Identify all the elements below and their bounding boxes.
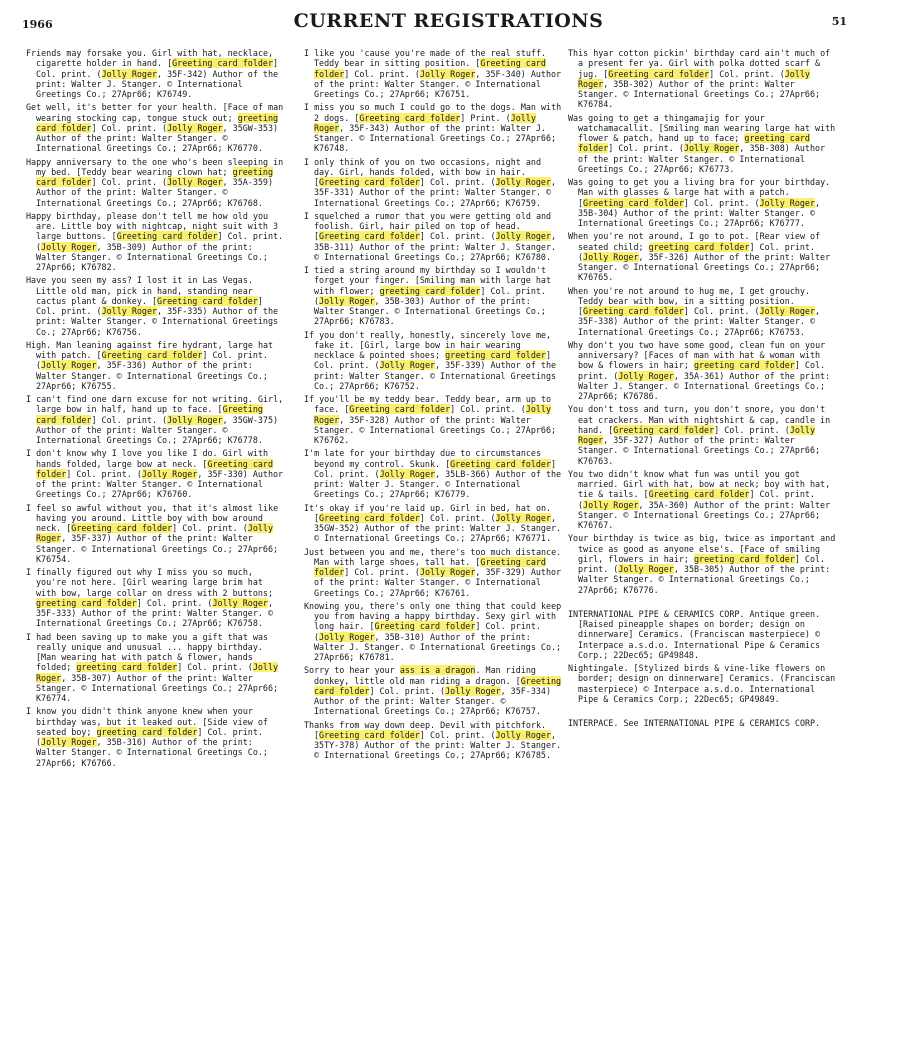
- highlight: greeting card folder: [76, 662, 178, 673]
- highlight: Jolly Roger: [36, 662, 279, 683]
- highlight: Jolly Roger: [578, 424, 815, 445]
- page-title: CURRENT REGISTRATIONS: [293, 10, 604, 32]
- page-number: 51: [831, 15, 847, 28]
- highlight: Jolly Roger: [419, 68, 476, 79]
- highlight: Jolly Roger: [419, 567, 476, 577]
- highlight: Jolly Roger: [141, 468, 198, 479]
- highlight: Jolly Roger: [578, 68, 810, 89]
- page-header: [0, 0, 897, 40]
- highlight: Jolly Roger: [36, 523, 273, 544]
- registration-entry: Happy anniversary to the one who's been sleeping in my bed. [Teddy bear wearing clown hat; greeting card folder] Col. print. (Jolly Roger, 35A-359) Author of the print: Walter Stanger. © International Greetings Co.; 27Apr66; K76768.: [26, 156, 284, 208]
- column-3: [568, 48, 836, 1048]
- highlight: Jolly Roger: [167, 414, 223, 425]
- registration-entry: I can't find one darn excuse for not writing. Girl, large bow in half, hand up to face. [Greeting card folder] Col. print. (Jolly Roger, 35GW-375) Author of the print: Walter Stanger. © International Greetings Co.; 27Apr66; K76778.: [26, 394, 284, 445]
- registration-entry: I only think of you on two occasions, night and day. Girl, hands folded, with bow in hair. [Greeting card folder] Col. print. (Jolly Roger, 35F-331) Author of the print: Walter Stanger. © International Greetings Co.; 27Apr66; K76759.: [304, 156, 557, 208]
- highlight: Jolly Roger: [167, 122, 223, 133]
- column-1: [26, 48, 288, 1048]
- highlight: Jolly Roger: [314, 404, 551, 425]
- highlight: Greeting card folder: [583, 306, 684, 316]
- highlight: Jolly Roger: [101, 68, 158, 79]
- highlight: Greeting card folder: [314, 556, 546, 577]
- highlight: ass is a dragon: [399, 665, 476, 676]
- highlight: Jolly Roger: [583, 499, 639, 510]
- registration-entry: Sorry to hear your ass is a dragon. Man riding donkey, little old man riding a dragon. [Greeting card folder] Col. print. (Jolly Roger, 35F-334) Author of the print: Walter Stanger. © International Greetings Co.; 27Apr66; K76757.: [304, 665, 562, 717]
- registration-entry: You don't toss and turn, you don't snore, you don't eat crackers. Man with nightshirt & cap, candle in hand. [Greeting card folder] Col. print. (Jolly Roger, 35F-327) Author of the print: Walter Stanger. © International Greetings Co.; 27Apr66; K76763.: [568, 404, 831, 466]
- highlight: Jolly Roger: [319, 631, 375, 642]
- highlight: Jolly Roger: [495, 177, 551, 187]
- highlight: Greeting card folder: [319, 512, 420, 523]
- page-year: 1966: [22, 18, 53, 31]
- registration-entry: I like you 'cause you're made of the real stuff. Teddy bear in sitting position. [Greeting card folder] Col. print. (Jolly Roger, 35F-340) Author of the print: Walter Stanger. © International Greetings Co.; 27Apr66; K76751.: [304, 48, 562, 99]
- registration-entry: Was going to get a thingamajig for your watchamacallit. [Smiling man wearing large hat with flower & patch, hand up to face; greeting card folder] Col. print. (Jolly Roger, 35B-308) Author of the print: Walter Stanger. © International Greetings Co.; 27Apr66; K76773.: [568, 112, 836, 174]
- registration-entry: This hyar cotton pickin' birthday card ain't much of a present fer ya. Girl with polka dotted scarf & jug. [Greeting card folder] Col. print. (Jolly Roger, 35B-302) Author of the print: Walter Stanger. © International Greetings Co.; 27Apr66; K76784.: [568, 48, 831, 110]
- registration-entry: Thanks from way down deep. Devil with pitchfork. [Greeting card folder] Col. print. (Jolly Roger, 35TY-378) Author of the print: Walter J. Stanger. © International Greetings Co.; 27Apr66; K76785.: [304, 719, 562, 761]
- highlight: Jolly Roger: [41, 360, 97, 371]
- highlight: Jolly Roger: [167, 177, 223, 187]
- registration-entry: Have you seen my ass? I lost it in Las Vegas. Little old man, pick in hand, standing near cactus plant & donkey. [Greeting card folder] Col. print. (Jolly Roger, 35F-335) Author of the print: Walter Stanger. © International Greetings Co.; 27Apr66; K76756.: [26, 275, 279, 337]
- highlight: greeting card folder: [36, 166, 273, 187]
- highlight: Greeting card folder: [101, 350, 203, 360]
- highlight: Greeting card folder: [319, 231, 420, 242]
- registration-entry: I know you didn't think anyone knew when your birthday was, but it leaked out. [Side view of seated boy; greeting card folder] Col. print. (Jolly Roger, 35B-316) Author of the print: Walter Stanger. © International Greetings Co.; 27Apr66; K76766.: [26, 706, 268, 768]
- registration-entry: Get well, it's better for your health. [Face of man wearing stocking cap, tongue stuck out; greeting card folder] Col. print. (Jolly Roger, 35GW-353) Author of the print: Walter Stanger. © International Greetings Co.; 27Apr66; K76770.: [26, 102, 284, 154]
- highlight: greeting card folder: [96, 726, 198, 737]
- registration-entry: INTERNATIONAL PIPE & CERAMICS CORP. Antique green. [Raised pineapple shapes on border; design on dinnerware] Ceramics. (Franciscan masterpiece) © Interpace a.s.d.o. International Pipe & Ceramics Corp.; 22Dec65; GP49848.: [568, 608, 821, 660]
- highlight: greeting card folder: [693, 360, 795, 371]
- registration-entry: Happy birthday, please don't tell me how old you are. Little boy with nightcap, night suit with 3 large buttons. [Greeting card folder] Col. print. (Jolly Roger, 35B-309) Author of the print: Walter Stanger. © International Greetings Co.; 27Apr66; K76782.: [26, 210, 284, 272]
- highlight: Greeting card folder: [374, 621, 476, 632]
- column-2: [304, 48, 566, 1048]
- highlight: Jolly Roger: [101, 306, 158, 316]
- registration-entry: Why don't you two have some good, clean fun on your anniversary? [Faces of man with hat & woman with bow & flowers in hair; greeting card folder] Col. print. (Jolly Roger, 35A-361) Author of the print: Walter J. Stanger. © International Greetings Co.; 27Apr66; K76786.: [568, 339, 831, 401]
- highlight: Jolly Roger: [495, 231, 551, 242]
- highlight: Jolly Roger: [212, 597, 268, 608]
- registration-entry: Your birthday is twice as big, twice as important and twice as good as anyone else's. [Face of smiling girl, flowers in hair; greeting card folder] Col. print. (Jolly Roger, 35B-305) Author of the print: Walter Stanger. © International Greetings Co.; 27Apr66; K76776.: [568, 533, 836, 595]
- highlight: Greeting card folder: [359, 112, 461, 123]
- registration-entry: High. Man leaning against fire hydrant, large hat with patch. [Greeting card folder] Col. print. (Jolly Roger, 35F-336) Author of the print: Walter Stanger. © International Greetings Co.; 27Apr66; K76755.: [26, 339, 274, 391]
- registration-entry: I tied a string around my birthday so I wouldn't forget your finger. [Smiling man with large hat with flower; greeting card folder] Col. print. (Jolly Roger, 35B-303) Author of the print: Walter Stanger. © International Greetings Co.; 27Apr66; K76783.: [304, 265, 551, 327]
- highlight: greeting card folder: [36, 597, 137, 608]
- highlight: Greeting card folder: [157, 295, 258, 306]
- registration-entry: INTERPACE. See INTERNATIONAL PIPE & CERAMICS CORP.: [568, 718, 821, 728]
- highlight: Jolly Roger: [379, 360, 436, 371]
- registration-entry: I feel so awful without you, that it's almost like having you around. Little boy with bow around neck. [Greeting card folder] Col. print. (Jolly Roger, 35F-337) Author of the print: Walter Stanger. © International Greetings Co.; 27Apr66; K76754.: [26, 502, 279, 564]
- registration-entry: I'm late for your birthday due to circumstances beyond my control. Skunk. [Greeting card folder] Col. print. (Jolly Roger, 35LB-366) Author of the print: Walter J. Stanger. © International Greetings Co.; 27Apr66; K76779.: [304, 448, 562, 500]
- highlight: Greeting card folder: [319, 729, 420, 740]
- registration-entry: Nightingale. [Stylized birds & vine-like flowers on border; design on dinnerware] Ceramics. (Franciscan masterpiece) © Interpace a.s.d.o. International Pipe & Ceramics Corp.; 22Dec65; GP49849.: [568, 663, 836, 704]
- highlight: Greeting card folder: [71, 523, 173, 533]
- highlight: Greeting card folder: [648, 489, 750, 500]
- registration-entry: I miss you so much I could go to the dogs. Man with 2 dogs. [Greeting card folder] Print. (Jolly Roger, 35F-343) Author of the print: Walter J. Stanger. © International Greetings Co.; 27Apr66; K76748.: [304, 102, 562, 154]
- registration-entry: If you don't really, honestly, sincerely love me, fake it. [Girl, large bow in hair wearing necklace & pointed shoes; greeting card folder] Col. print. (Jolly Roger, 35F-339) Author of the print: Walter Stanger. © International Greetings Co.; 27Apr66; K76752.: [304, 329, 557, 391]
- highlight: Jolly Roger: [41, 241, 97, 252]
- highlight: greeting card folder: [693, 553, 795, 564]
- highlight: Greeting card folder: [172, 58, 273, 69]
- highlight: greeting card folder: [36, 112, 279, 133]
- highlight: Greeting card folder: [314, 675, 562, 696]
- registration-entry: When you're not around, I go to pot. [Rear view of seated child; greeting card folder] Col. print. (Jolly Roger, 35F-326) Author of the print: Walter Stanger. © International Greetings Co.; 27Apr66; K76765.: [568, 231, 831, 283]
- highlight: Greeting card folder: [36, 404, 263, 425]
- registration-entry: Knowing you, there's only one thing that could keep you from having a happy birthday. Sexy girl with long hair. [Greeting card folder] Col. print. (Jolly Roger, 35B-310) Author of the print: Walter J. Stanger. © International Greetings Co.; 27Apr66; K76781.: [304, 600, 562, 662]
- registration-entry: I don't know why I love you like I do. Girl with hands folded, large bow at neck. [Greeting card folder] Col. print. (Jolly Roger, 35F-330) Author of the print: Walter Stanger. © International Greetings Co.; 27Apr66; K76760.: [26, 448, 284, 500]
- highlight: Jolly Roger: [445, 685, 501, 696]
- highlight: Jolly Roger: [41, 737, 97, 747]
- highlight: Jolly Roger: [759, 197, 815, 208]
- highlight: Jolly Roger: [683, 143, 740, 154]
- highlight: Greeting card folder: [319, 177, 420, 187]
- highlight: greeting card folder: [648, 241, 750, 252]
- highlight: Greeting card folder: [314, 58, 546, 79]
- highlight: Jolly Roger: [495, 512, 551, 523]
- registration-entry: You two didn't know what fun was until you got married. Girl with hat, bow at neck; boy with hat, tie & tails. [Greeting card folder] Col. print. (Jolly Roger, 35A-360) Author of the print: Walter Stanger. © International Greetings Co.; 27Apr66; K76767.: [568, 468, 831, 530]
- highlight: Greeting card folder: [583, 197, 684, 208]
- registration-entry: Just between you and me, there's too much distance. Man with large shoes, tall hat. [Greeting card folder] Col. print. (Jolly Roger, 35F-329) Author of the print: Walter Stanger. © International Greetings Co.; 27Apr66; K76761.: [304, 546, 562, 598]
- registration-entry: I had been saving up to make you a gift that was really unique and unusual ... happy birthday. [Man wearing hat with patch & flower, hands folded; greeting card folder] Col. print. (Jolly Roger, 35B-307) Author of the print: Walter Stanger. © International Greetings Co.; 27Apr66; K76774.: [26, 631, 279, 703]
- registration-entry: Was going to get you a living bra for your birthday. Man with glasses & large hat with a patch. [Greeting card folder] Col. print. (Jolly Roger, 35B-304) Author of the print: Walter Stanger. © International Greetings Co.; 27Apr66; K76777.: [568, 177, 831, 228]
- registration-entry: When you're not around to hug me, I get grouchy. Teddy bear with bow, in a sitting position. [Greeting card folder] Col. print. (Jolly Roger, 35F-338) Author of the print: Walter Stanger. © International Greetings Co.; 27Apr66; K76753.: [568, 285, 821, 337]
- highlight: Greeting card folder: [613, 424, 715, 435]
- highlight: Greeting card folder: [349, 404, 451, 415]
- highlight: Jolly Roger: [379, 468, 436, 479]
- highlight: Jolly Roger: [618, 370, 674, 381]
- highlight: Greeting card folder: [116, 231, 218, 242]
- registration-entry: It's okay if you're laid up. Girl in bed, hat on. [Greeting card folder] Col. print. (Jolly Roger, 35GW-352) Author of the print: Walter J. Stanger. © International Greetings Co.; 27Apr66; K76771.: [304, 502, 562, 544]
- highlight: Jolly Roger: [583, 251, 639, 262]
- highlight: Jolly Roger: [618, 564, 674, 574]
- registration-entry: I squelched a rumor that you were getting old and foolish. Girl, hair piled on top of head. [Greeting card folder] Col. print. (Jolly Roger, 35B-311) Author of the print: Walter J. Stanger. © International Greetings Co.; 27Apr66; K76780.: [304, 210, 557, 262]
- registration-entry: I finally figured out why I miss you so much, you're not here. [Girl wearing large brim hat with bow, large collar on dress with 2 buttons; greeting card folder] Col. print. (Jolly Roger, 35F-333) Author of the print: Walter Stanger. © International Greetings Co.; 27Apr66; K76758.: [26, 567, 273, 629]
- highlight: Jolly Roger: [759, 306, 815, 316]
- highlight: Greeting card folder: [608, 68, 710, 79]
- highlight: Greeting card folder: [36, 458, 273, 479]
- highlight: greeting card folder: [379, 285, 481, 296]
- highlight: greeting card folder: [445, 350, 546, 360]
- highlight: Greeting card folder: [450, 458, 551, 469]
- highlight: Jolly Roger: [495, 729, 551, 740]
- highlight: Jolly Roger: [314, 112, 536, 133]
- registration-entry: Friends may forsake you. Girl with hat, necklace, cigarette holder in hand. [Greeting card folder] Col. print. (Jolly Roger, 35F-342) Author of the print: Walter J. Stanger. © International Greetings Co.; 27Apr66; K76749.: [26, 48, 279, 99]
- highlight: greeting card folder: [578, 133, 810, 154]
- highlight: Jolly Roger: [319, 295, 375, 306]
- registration-entry: If you'll be my teddy bear. Teddy bear, arm up to face. [Greeting card folder] Col. print. (Jolly Roger, 35F-328) Author of the print: Walter Stanger. © International Greetings Co.; 27Apr66; K76762.: [304, 394, 557, 445]
